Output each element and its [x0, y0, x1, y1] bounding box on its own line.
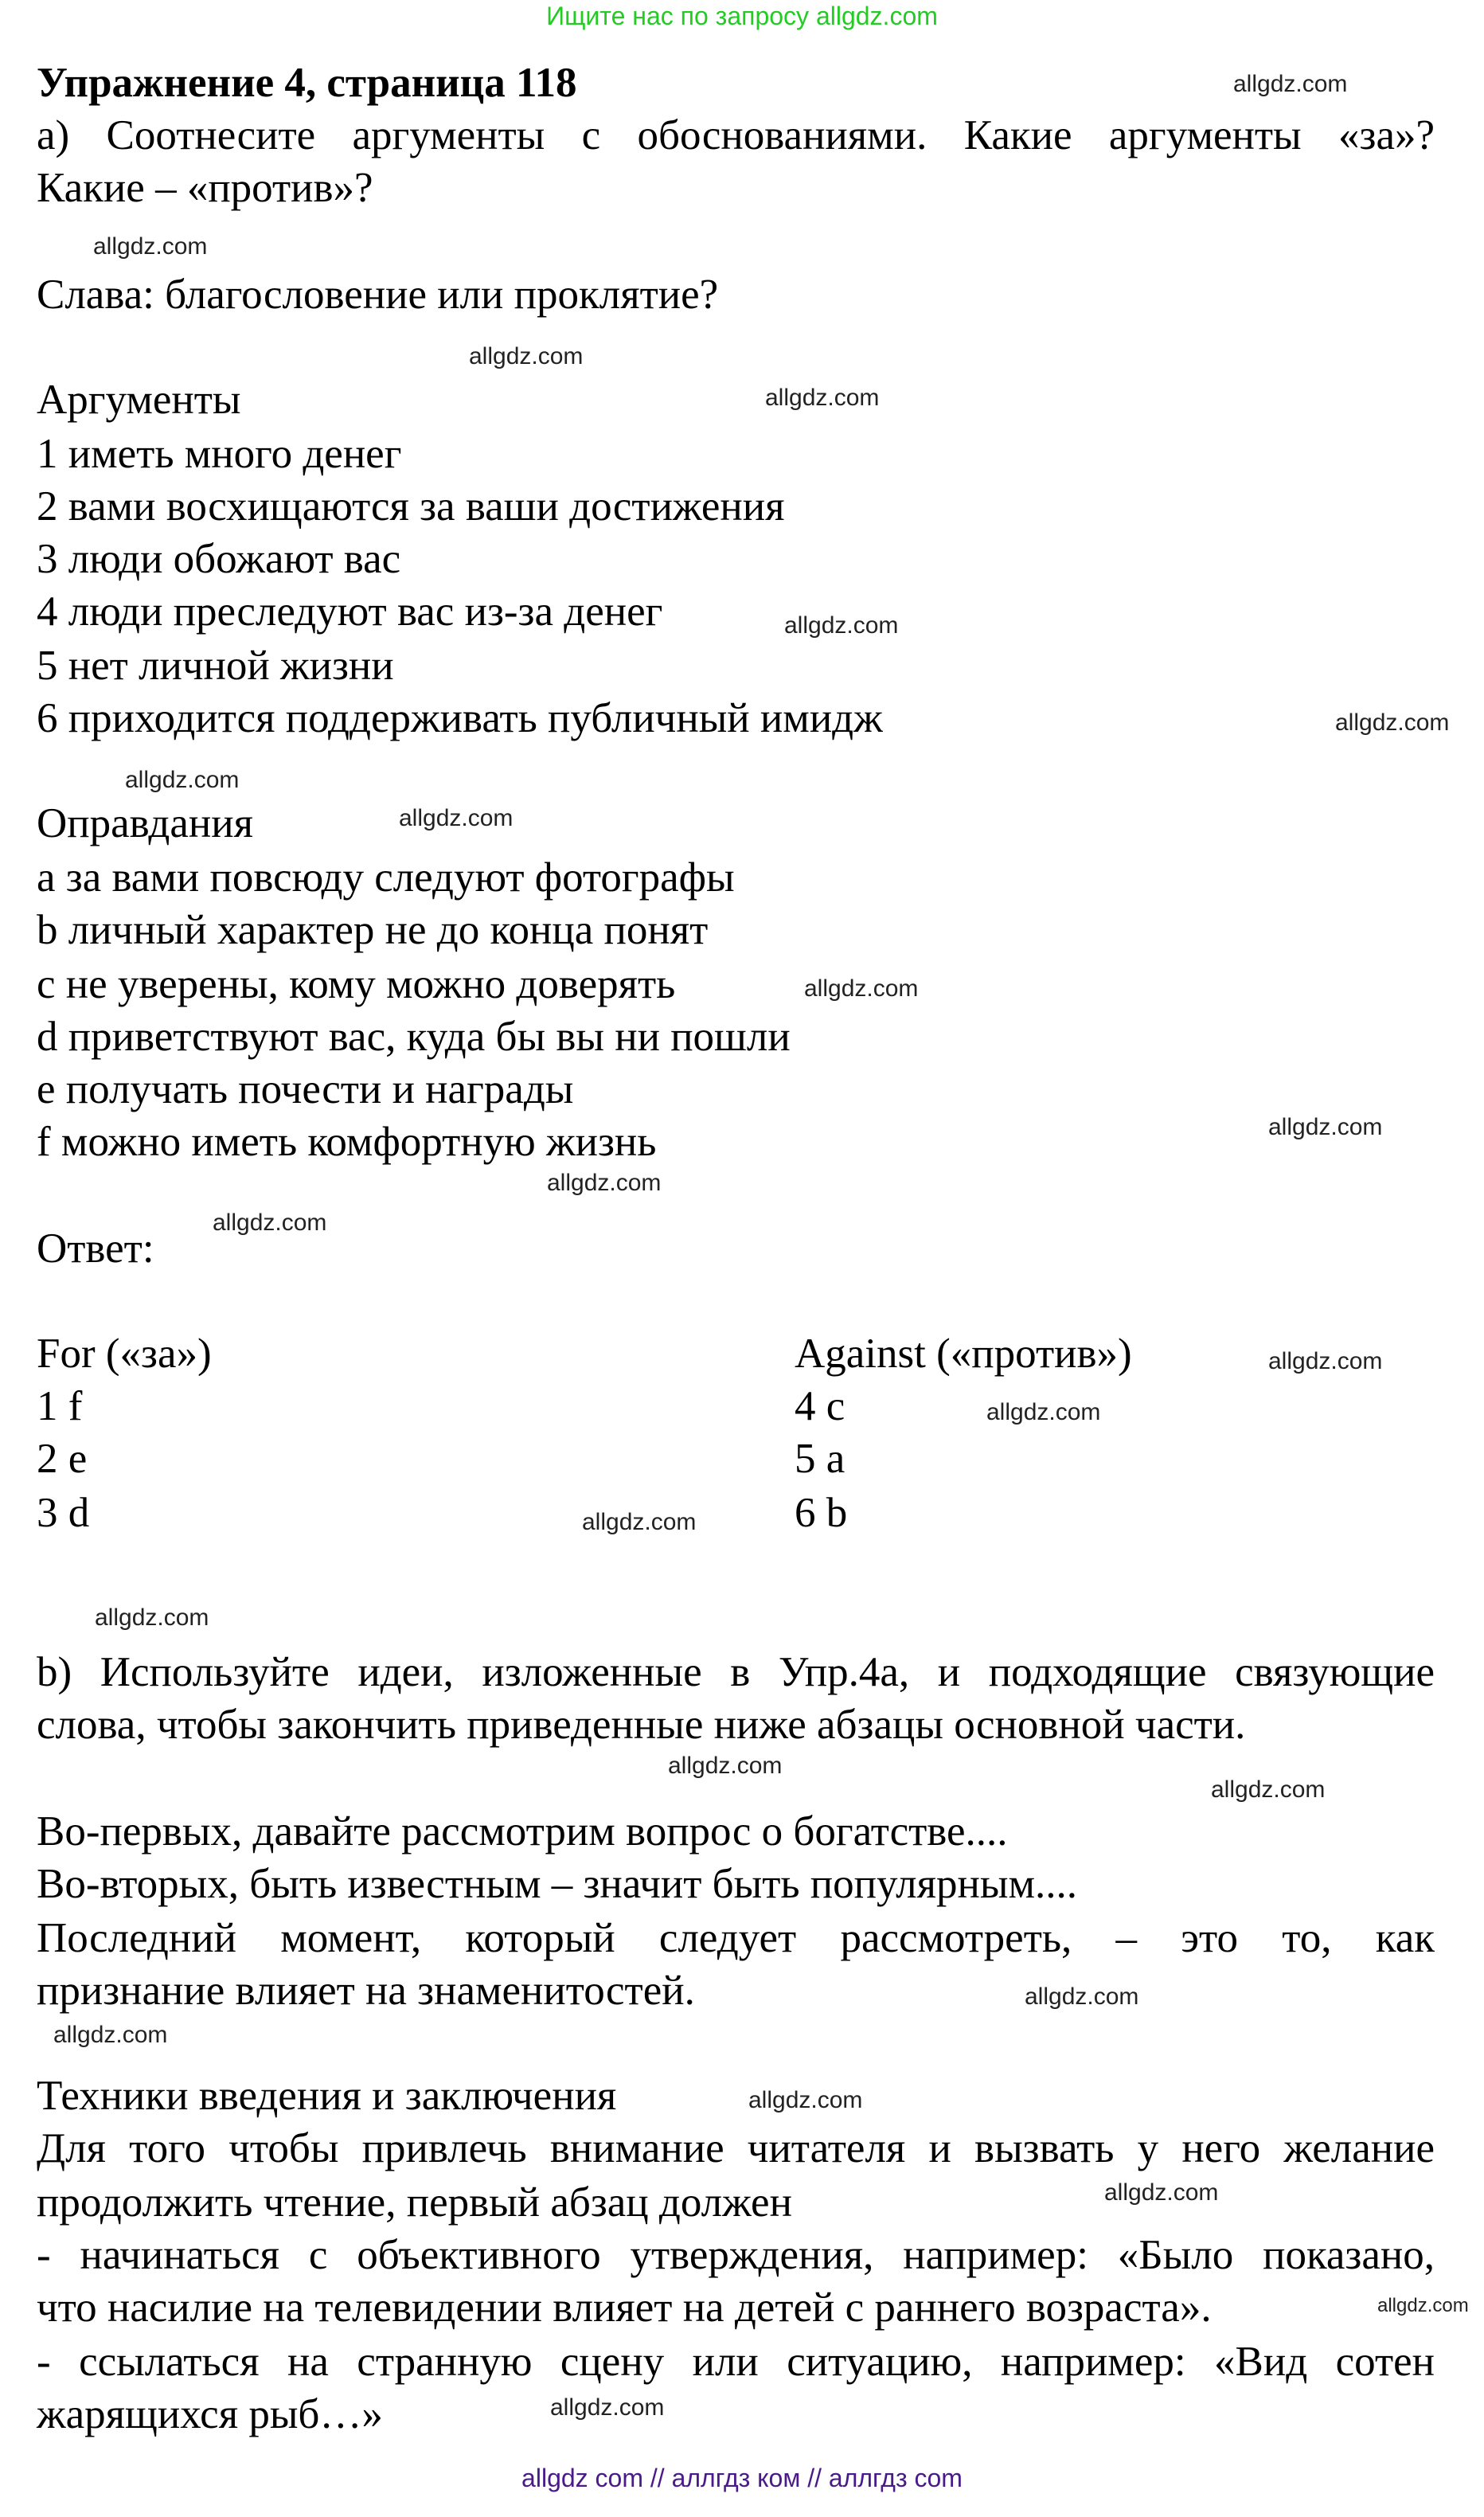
justification-item: d приветствуют вас, куда бы вы ни пошли — [37, 1014, 791, 1060]
justification-item: b личный характер не до конца понят — [37, 907, 709, 953]
watermark: allgdz.com — [1268, 1348, 1383, 1374]
argument-item: 2 вами восхищаются за ваши достижения — [37, 483, 785, 530]
watermark: allgdz.com — [125, 767, 240, 793]
watermark: allgdz.com — [550, 2394, 665, 2421]
watermark: allgdz.com — [668, 1753, 783, 1779]
techniques-line: что насилие на телевидении влияет на детей с раннего возраста». — [37, 2284, 1212, 2331]
argument-item: 5 нет личной жизни — [37, 643, 394, 689]
justification-item: e получать почести и награды — [37, 1066, 574, 1112]
against-item: 4 c — [795, 1383, 845, 1429]
justification-item: c не уверены, кому можно доверять — [37, 961, 676, 1007]
watermark: allgdz.com — [1104, 2179, 1219, 2206]
argument-item: 3 люди обожают вас — [37, 536, 401, 582]
watermark: allgdz.com — [748, 2087, 863, 2113]
task-a-line: а) Соотнесите аргументы с обоснованиями. Какие аргументы «за»? — [37, 112, 1435, 158]
footer-links[interactable]: allgdz com // аллгдз ком // аллгдз com — [521, 2464, 963, 2492]
arguments-heading: Аргументы — [37, 377, 241, 423]
paragraph-line: признание влияет на знаменитостей. — [37, 1968, 695, 2014]
top-banner[interactable]: Ищите нас по запросу allgdz.com — [546, 2, 938, 30]
against-item: 5 a — [795, 1436, 845, 1482]
justifications-heading: Оправдания — [37, 800, 253, 846]
justification-item: a за вами повсюду следуют фотографы — [37, 854, 735, 901]
page-title: Упражнение 4, страница 118 — [37, 60, 577, 106]
watermark: allgdz.com — [93, 233, 208, 260]
watermark: allgdz.com — [1211, 1776, 1326, 1803]
task-b-line: b) Используйте идеи, изложенные в Упр.4a, и подходящие связующие — [37, 1649, 1435, 1695]
answer-label: Ответ: — [37, 1225, 154, 1272]
watermark: allgdz.com — [1025, 1984, 1139, 2010]
techniques-line: продолжить чтение, первый абзац должен — [37, 2179, 792, 2226]
against-item: 6 b — [795, 1490, 848, 1536]
watermark: allgdz.com — [469, 343, 584, 369]
for-item: 3 d — [37, 1490, 90, 1536]
techniques-line: Для того чтобы привлечь внимание читателя и вызвать у него желание — [37, 2125, 1435, 2171]
watermark: allgdz.com — [213, 1210, 327, 1236]
watermark: allgdz.com — [582, 1509, 697, 1535]
watermark: allgdz.com — [547, 1170, 662, 1196]
watermark: allgdz.com — [95, 1604, 209, 1631]
against-heading: Against («против») — [795, 1331, 1132, 1377]
watermark: allgdz.com — [1268, 1114, 1383, 1140]
watermark: allgdz.com — [1335, 709, 1450, 736]
techniques-line: - ссылаться на странную сцену или ситуацию, например: «Вид сотен — [37, 2339, 1435, 2385]
watermark: allgdz.com — [399, 805, 514, 831]
argument-item: 4 люди преследуют вас из-за денег — [37, 588, 663, 635]
task-a-line: Какие – «против»? — [37, 165, 373, 211]
task-b-line: слова, чтобы закончить приведенные ниже абзацы основной части. — [37, 1702, 1246, 1748]
watermark: allgdz.com — [765, 385, 880, 411]
argument-item: 6 приходится поддерживать публичный имидж — [37, 695, 883, 741]
watermark: allgdz.com — [986, 1399, 1101, 1425]
paragraph-line: Во-вторых, быть известным – значит быть популярным.... — [37, 1861, 1078, 1907]
watermark: allgdz.com — [53, 2022, 168, 2048]
watermark: allgdz.com — [784, 612, 899, 639]
for-heading: For («за») — [37, 1331, 212, 1377]
justification-item: f можно иметь комфортную жизнь — [37, 1119, 657, 1165]
techniques-line: - начинаться с объективного утверждения, например: «Было показано, — [37, 2232, 1435, 2278]
for-item: 2 e — [37, 1436, 88, 1482]
topic: Слава: благословение или проклятие? — [37, 272, 719, 318]
paragraph-line: Последний момент, который следует рассмотреть, – это то, как — [37, 1915, 1435, 1961]
techniques-heading: Техники введения и заключения — [37, 2073, 617, 2119]
watermark: allgdz.com — [1377, 2295, 1469, 2316]
argument-item: 1 иметь много денег — [37, 431, 402, 477]
watermark: allgdz.com — [804, 975, 919, 1002]
techniques-line: жарящихся рыб…» — [37, 2391, 383, 2437]
paragraph-line: Во-первых, давайте рассмотрим вопрос о богатстве.... — [37, 1808, 1008, 1855]
for-item: 1 f — [37, 1383, 83, 1429]
watermark: allgdz.com — [1233, 71, 1348, 97]
